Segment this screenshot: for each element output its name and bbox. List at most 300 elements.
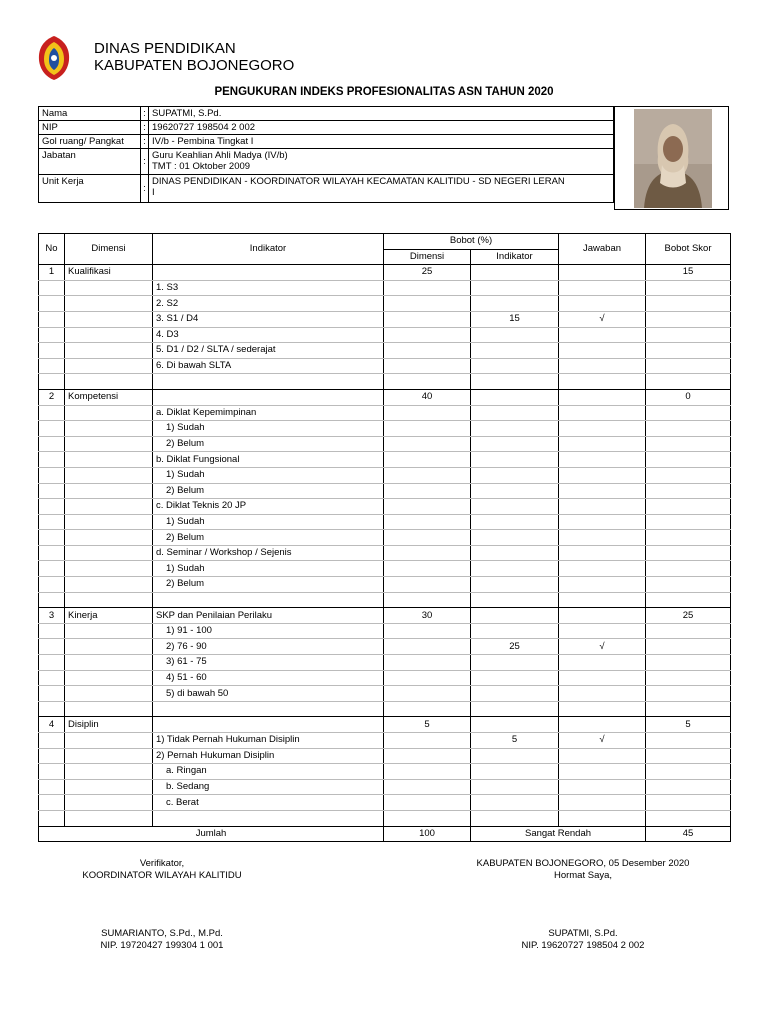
- identity-value-multiline: [149, 175, 614, 203]
- identity-row-jabatan: [39, 149, 614, 175]
- cell-jawaban: √: [559, 733, 646, 749]
- identity-value-line2: I: [152, 187, 155, 198]
- cell-jawaban: [559, 296, 646, 312]
- cell-bobot-dimensi: [384, 280, 471, 296]
- profile-photo: [634, 109, 712, 208]
- cell-jawaban: [559, 436, 646, 452]
- header-no: No: [39, 234, 65, 265]
- cell-no: 1: [39, 265, 65, 281]
- cell-bobot-skor: [646, 421, 731, 437]
- cell-jawaban: [559, 343, 646, 359]
- header-dimensi: Dimensi: [65, 234, 153, 265]
- organization-name: [94, 40, 294, 74]
- cell-dimensi: [65, 577, 153, 593]
- cell-indikator: 5) di bawah 50: [153, 686, 384, 702]
- signer-signature: [482, 928, 684, 952]
- identity-value: Guru Keahlian Ahli Madya (IV/b): [152, 150, 288, 161]
- cell-bobot-indikator: [471, 577, 559, 593]
- cell-jawaban: [559, 545, 646, 561]
- place-date: KABUPATEN BOJONEGORO, 05 Desember 2020: [476, 858, 690, 869]
- cell-jawaban: [559, 530, 646, 546]
- cell-bobot-skor: [646, 530, 731, 546]
- identity-row-nip: [39, 121, 614, 135]
- cell-bobot-dimensi: [384, 452, 471, 468]
- cell-jawaban: [559, 265, 646, 281]
- cell-bobot-skor: [646, 577, 731, 593]
- cell-jawaban: [559, 577, 646, 593]
- cell-no: 4: [39, 717, 65, 733]
- cell-dimensi: Disiplin: [65, 717, 153, 733]
- identity-label: Unit Kerja: [39, 175, 141, 203]
- table-row: [39, 748, 731, 764]
- cell-dimensi: [65, 405, 153, 421]
- cell-no: [39, 686, 65, 702]
- cell-dimensi: [65, 623, 153, 639]
- cell-indikator: 3) 61 - 75: [153, 655, 384, 671]
- table-row: [39, 514, 731, 530]
- cell-indikator: b. Sedang: [153, 779, 384, 795]
- cell-jawaban: [559, 358, 646, 374]
- cell-dimensi: [65, 686, 153, 702]
- cell-bobot-indikator: 5: [471, 733, 559, 749]
- cell-indikator: [153, 389, 384, 405]
- cell-no: [39, 701, 65, 717]
- cell-no: [39, 436, 65, 452]
- cell-dimensi: Kinerja: [65, 608, 153, 624]
- signer-nip: NIP. 19620727 198504 2 002: [521, 940, 645, 951]
- cell-bobot-dimensi: [384, 296, 471, 312]
- cell-no: 3: [39, 608, 65, 624]
- cell-no: [39, 592, 65, 608]
- cell-bobot-indikator: [471, 530, 559, 546]
- cell-bobot-indikator: 25: [471, 639, 559, 655]
- cell-indikator: 5. D1 / D2 / SLTA / sederajat: [153, 343, 384, 359]
- table-row: [39, 530, 731, 546]
- table-row: [39, 452, 731, 468]
- cell-indikator: 1) 91 - 100: [153, 623, 384, 639]
- table-row: [39, 545, 731, 561]
- cell-no: [39, 327, 65, 343]
- cell-indikator: b. Diklat Fungsional: [153, 452, 384, 468]
- cell-indikator: 4. D3: [153, 327, 384, 343]
- cell-jawaban: √: [559, 311, 646, 327]
- identity-label: NIP: [39, 121, 141, 135]
- cell-bobot-dimensi: 5: [384, 717, 471, 733]
- cell-bobot-skor: 0: [646, 389, 731, 405]
- cell-jawaban: [559, 389, 646, 405]
- cell-bobot-skor: [646, 748, 731, 764]
- cell-bobot-indikator: [471, 748, 559, 764]
- cell-jawaban: [559, 670, 646, 686]
- cell-bobot-indikator: [471, 327, 559, 343]
- cell-no: [39, 374, 65, 390]
- cell-no: [39, 795, 65, 811]
- cell-dimensi: [65, 343, 153, 359]
- cell-no: [39, 499, 65, 515]
- cell-no: [39, 577, 65, 593]
- cell-jawaban: [559, 795, 646, 811]
- cell-dimensi: [65, 421, 153, 437]
- cell-indikator: c. Berat: [153, 795, 384, 811]
- cell-dimensi: [65, 467, 153, 483]
- cell-dimensi: [65, 779, 153, 795]
- cell-bobot-indikator: [471, 779, 559, 795]
- cell-bobot-skor: [646, 311, 731, 327]
- cell-jawaban: [559, 374, 646, 390]
- cell-jawaban: [559, 623, 646, 639]
- header-bobot-indikator: Indikator: [471, 249, 559, 265]
- cell-bobot-indikator: [471, 764, 559, 780]
- table-row: [39, 639, 731, 655]
- cell-no: [39, 296, 65, 312]
- cell-no: [39, 733, 65, 749]
- cell-bobot-skor: [646, 405, 731, 421]
- cell-bobot-dimensi: 40: [384, 389, 471, 405]
- document-title: PENGUKURAN INDEKS PROFESIONALITAS ASN TAHUN 2020: [214, 86, 554, 98]
- cell-bobot-dimensi: [384, 810, 471, 826]
- table-row: [39, 405, 731, 421]
- verifier-name: SUMARIANTO, S.Pd., M.Pd.: [101, 928, 223, 939]
- total-kategori: Sangat Rendah: [471, 826, 646, 842]
- cell-dimensi: [65, 545, 153, 561]
- cell-bobot-indikator: [471, 717, 559, 733]
- cell-bobot-skor: [646, 733, 731, 749]
- cell-bobot-dimensi: [384, 421, 471, 437]
- cell-bobot-indikator: [471, 701, 559, 717]
- cell-no: [39, 343, 65, 359]
- cell-indikator: 1) Sudah: [153, 514, 384, 530]
- cell-bobot-skor: [646, 483, 731, 499]
- cell-bobot-skor: [646, 764, 731, 780]
- cell-indikator: [153, 374, 384, 390]
- table-row: [39, 296, 731, 312]
- cell-dimensi: [65, 311, 153, 327]
- cell-dimensi: [65, 748, 153, 764]
- cell-bobot-dimensi: [384, 545, 471, 561]
- cell-indikator: 1) Sudah: [153, 421, 384, 437]
- verifier-title: Verifikator,: [139, 858, 185, 869]
- cell-jawaban: [559, 467, 646, 483]
- cell-dimensi: [65, 670, 153, 686]
- cell-bobot-indikator: [471, 623, 559, 639]
- cell-bobot-skor: [646, 358, 731, 374]
- cell-bobot-dimensi: [384, 577, 471, 593]
- cell-bobot-indikator: [471, 670, 559, 686]
- cell-bobot-indikator: [471, 655, 559, 671]
- cell-bobot-indikator: [471, 389, 559, 405]
- cell-indikator: 2) Belum: [153, 530, 384, 546]
- cell-bobot-skor: [646, 374, 731, 390]
- table-row: [39, 436, 731, 452]
- cell-bobot-indikator: [471, 452, 559, 468]
- cell-no: [39, 779, 65, 795]
- cell-no: [39, 280, 65, 296]
- cell-bobot-skor: [646, 639, 731, 655]
- spacer-row: [39, 374, 731, 390]
- cell-indikator: 2) Belum: [153, 483, 384, 499]
- cell-dimensi: [65, 592, 153, 608]
- spacer-row: [39, 592, 731, 608]
- table-row: [39, 358, 731, 374]
- cell-jawaban: [559, 561, 646, 577]
- cell-bobot-dimensi: [384, 748, 471, 764]
- cell-no: [39, 358, 65, 374]
- cell-indikator: 4) 51 - 60: [153, 670, 384, 686]
- cell-jawaban: √: [559, 639, 646, 655]
- total-skor: 45: [646, 826, 731, 842]
- table-row: [39, 421, 731, 437]
- cell-bobot-skor: [646, 592, 731, 608]
- cell-bobot-indikator: [471, 561, 559, 577]
- cell-bobot-dimensi: [384, 561, 471, 577]
- identity-colon: :: [141, 175, 149, 203]
- org-line-1: DINAS PENDIDIKAN: [94, 40, 236, 57]
- header-jawaban: Jawaban: [559, 234, 646, 265]
- cell-bobot-dimensi: [384, 639, 471, 655]
- identity-row-golongan: [39, 135, 614, 149]
- cell-bobot-indikator: [471, 795, 559, 811]
- header-indikator: Indikator: [153, 234, 384, 265]
- cell-bobot-skor: 5: [646, 717, 731, 733]
- table-row: [39, 561, 731, 577]
- cell-jawaban: [559, 701, 646, 717]
- table-row: [39, 311, 731, 327]
- identity-label: Gol ruang/ Pangkat: [39, 135, 141, 149]
- table-body: [39, 265, 731, 826]
- identity-value: 19620727 198504 2 002: [149, 121, 614, 135]
- cell-dimensi: [65, 296, 153, 312]
- cell-bobot-dimensi: [384, 623, 471, 639]
- identity-value: SUPATMI, S.Pd.: [149, 107, 614, 121]
- identity-label: Jabatan: [39, 149, 141, 175]
- cell-indikator: [153, 265, 384, 281]
- cell-dimensi: [65, 358, 153, 374]
- cell-bobot-skor: [646, 327, 731, 343]
- cell-bobot-dimensi: [384, 530, 471, 546]
- cell-no: [39, 452, 65, 468]
- cell-indikator: d. Seminar / Workshop / Sejenis: [153, 545, 384, 561]
- cell-jawaban: [559, 764, 646, 780]
- cell-bobot-indikator: [471, 545, 559, 561]
- cell-indikator: 2) Pernah Hukuman Disiplin: [153, 748, 384, 764]
- cell-bobot-skor: [646, 545, 731, 561]
- cell-dimensi: [65, 374, 153, 390]
- header-bobot: Bobot (%): [384, 234, 559, 250]
- cell-bobot-indikator: [471, 358, 559, 374]
- cell-bobot-indikator: [471, 296, 559, 312]
- cell-no: [39, 561, 65, 577]
- cell-bobot-skor: [646, 655, 731, 671]
- identity-value: DINAS PENDIDIKAN - KOORDINATOR WILAYAH KECAMATAN KALITIDU - SD NEGERI LERAN: [152, 176, 565, 187]
- closing: Hormat Saya,: [553, 870, 613, 881]
- cell-no: [39, 311, 65, 327]
- identity-colon: :: [141, 135, 149, 149]
- signer-name: SUPATMI, S.Pd.: [548, 928, 618, 939]
- cell-no: [39, 467, 65, 483]
- cell-bobot-dimensi: [384, 374, 471, 390]
- table-row: [39, 670, 731, 686]
- cell-dimensi: Kualifikasi: [65, 265, 153, 281]
- table-row: [39, 327, 731, 343]
- cell-bobot-dimensi: [384, 405, 471, 421]
- table-row: [39, 764, 731, 780]
- cell-bobot-indikator: [471, 686, 559, 702]
- cell-bobot-skor: [646, 436, 731, 452]
- cell-bobot-indikator: [471, 483, 559, 499]
- cell-bobot-skor: [646, 514, 731, 530]
- cell-bobot-skor: 25: [646, 608, 731, 624]
- cell-indikator: 1. S3: [153, 280, 384, 296]
- cell-dimensi: [65, 436, 153, 452]
- cell-bobot-dimensi: [384, 483, 471, 499]
- cell-dimensi: [65, 561, 153, 577]
- cell-bobot-dimensi: [384, 670, 471, 686]
- table-row: [39, 623, 731, 639]
- cell-jawaban: [559, 608, 646, 624]
- cell-jawaban: [559, 810, 646, 826]
- identity-row-unit-kerja: [39, 175, 614, 203]
- cell-no: [39, 639, 65, 655]
- table-row: [39, 343, 731, 359]
- identity-table: [38, 106, 614, 203]
- cell-bobot-skor: [646, 779, 731, 795]
- cell-bobot-indikator: 15: [471, 311, 559, 327]
- table-row: [39, 467, 731, 483]
- cell-jawaban: [559, 483, 646, 499]
- cell-jawaban: [559, 514, 646, 530]
- cell-bobot-skor: [646, 670, 731, 686]
- table-row: [39, 483, 731, 499]
- cell-jawaban: [559, 717, 646, 733]
- cell-bobot-skor: [646, 795, 731, 811]
- cell-dimensi: [65, 701, 153, 717]
- cell-bobot-dimensi: [384, 467, 471, 483]
- header-bobot-dimensi: Dimensi: [384, 249, 471, 265]
- cell-dimensi: [65, 327, 153, 343]
- cell-bobot-indikator: [471, 810, 559, 826]
- cell-bobot-skor: [646, 686, 731, 702]
- cell-jawaban: [559, 779, 646, 795]
- cell-dimensi: [65, 280, 153, 296]
- cell-bobot-indikator: [471, 343, 559, 359]
- cell-no: [39, 810, 65, 826]
- cell-indikator: 2) Belum: [153, 436, 384, 452]
- cell-bobot-indikator: [471, 499, 559, 515]
- cell-bobot-indikator: [471, 421, 559, 437]
- cell-dimensi: [65, 483, 153, 499]
- table-row: [39, 686, 731, 702]
- cell-indikator: 2) 76 - 90: [153, 639, 384, 655]
- spacer-row: [39, 810, 731, 826]
- cell-indikator: 1) Sudah: [153, 467, 384, 483]
- cell-bobot-skor: [646, 561, 731, 577]
- total-label: Jumlah: [39, 826, 384, 842]
- cell-dimensi: [65, 733, 153, 749]
- cell-bobot-dimensi: [384, 358, 471, 374]
- total-row: [39, 826, 731, 842]
- cell-indikator: a. Ringan: [153, 764, 384, 780]
- cell-bobot-dimensi: [384, 779, 471, 795]
- cell-no: [39, 483, 65, 499]
- cell-bobot-indikator: [471, 265, 559, 281]
- header-bobot-skor: Bobot Skor: [646, 234, 731, 265]
- cell-no: [39, 545, 65, 561]
- cell-dimensi: [65, 452, 153, 468]
- cell-bobot-skor: [646, 467, 731, 483]
- cell-dimensi: [65, 530, 153, 546]
- cell-no: [39, 514, 65, 530]
- cell-bobot-indikator: [471, 592, 559, 608]
- cell-indikator: 1) Sudah: [153, 561, 384, 577]
- cell-dimensi: [65, 499, 153, 515]
- cell-jawaban: [559, 655, 646, 671]
- table-row: [39, 733, 731, 749]
- cell-no: [39, 530, 65, 546]
- cell-bobot-dimensi: 25: [384, 265, 471, 281]
- cell-bobot-skor: 15: [646, 265, 731, 281]
- cell-bobot-indikator: [471, 374, 559, 390]
- identity-value: IV/b - Pembina Tingkat I: [149, 135, 614, 149]
- cell-jawaban: [559, 592, 646, 608]
- cell-dimensi: [65, 514, 153, 530]
- cell-bobot-skor: [646, 701, 731, 717]
- identity-label: Nama: [39, 107, 141, 121]
- table-row: [39, 795, 731, 811]
- cell-no: [39, 748, 65, 764]
- cell-bobot-skor: [646, 810, 731, 826]
- cell-indikator: c. Diklat Teknis 20 JP: [153, 499, 384, 515]
- cell-jawaban: [559, 748, 646, 764]
- verifier-nip: NIP. 19720427 199304 1 001: [100, 940, 224, 951]
- verifier-block: [62, 858, 262, 882]
- identity-colon: :: [141, 107, 149, 121]
- verifier-office: KOORDINATOR WILAYAH KALITIDU: [82, 870, 242, 881]
- cell-bobot-dimensi: [384, 764, 471, 780]
- cell-no: [39, 421, 65, 437]
- cell-indikator: 3. S1 / D4: [153, 311, 384, 327]
- identity-colon: :: [141, 121, 149, 135]
- cell-bobot-dimensi: [384, 343, 471, 359]
- spacer-row: [39, 701, 731, 717]
- cell-indikator: a. Diklat Kepemimpinan: [153, 405, 384, 421]
- cell-jawaban: [559, 405, 646, 421]
- cell-bobot-indikator: [471, 467, 559, 483]
- identity-colon: :: [141, 149, 149, 175]
- identity-row-nama: [39, 107, 614, 121]
- cell-bobot-dimensi: [384, 733, 471, 749]
- table-header-row: [39, 234, 731, 250]
- cell-bobot-skor: [646, 296, 731, 312]
- cell-bobot-dimensi: [384, 327, 471, 343]
- cell-bobot-dimensi: [384, 795, 471, 811]
- cell-bobot-skor: [646, 623, 731, 639]
- table-row: [39, 779, 731, 795]
- cell-jawaban: [559, 499, 646, 515]
- cell-bobot-skor: [646, 499, 731, 515]
- cell-indikator: 6. Di bawah SLTA: [153, 358, 384, 374]
- cell-jawaban: [559, 327, 646, 343]
- cell-indikator: 2. S2: [153, 296, 384, 312]
- cell-indikator: 1) Tidak Pernah Hukuman Disiplin: [153, 733, 384, 749]
- cell-bobot-dimensi: [384, 592, 471, 608]
- cell-no: [39, 670, 65, 686]
- table-row: [39, 717, 731, 733]
- cell-jawaban: [559, 280, 646, 296]
- cell-indikator: [153, 592, 384, 608]
- cell-indikator: [153, 701, 384, 717]
- cell-bobot-indikator: [471, 514, 559, 530]
- cell-bobot-skor: [646, 452, 731, 468]
